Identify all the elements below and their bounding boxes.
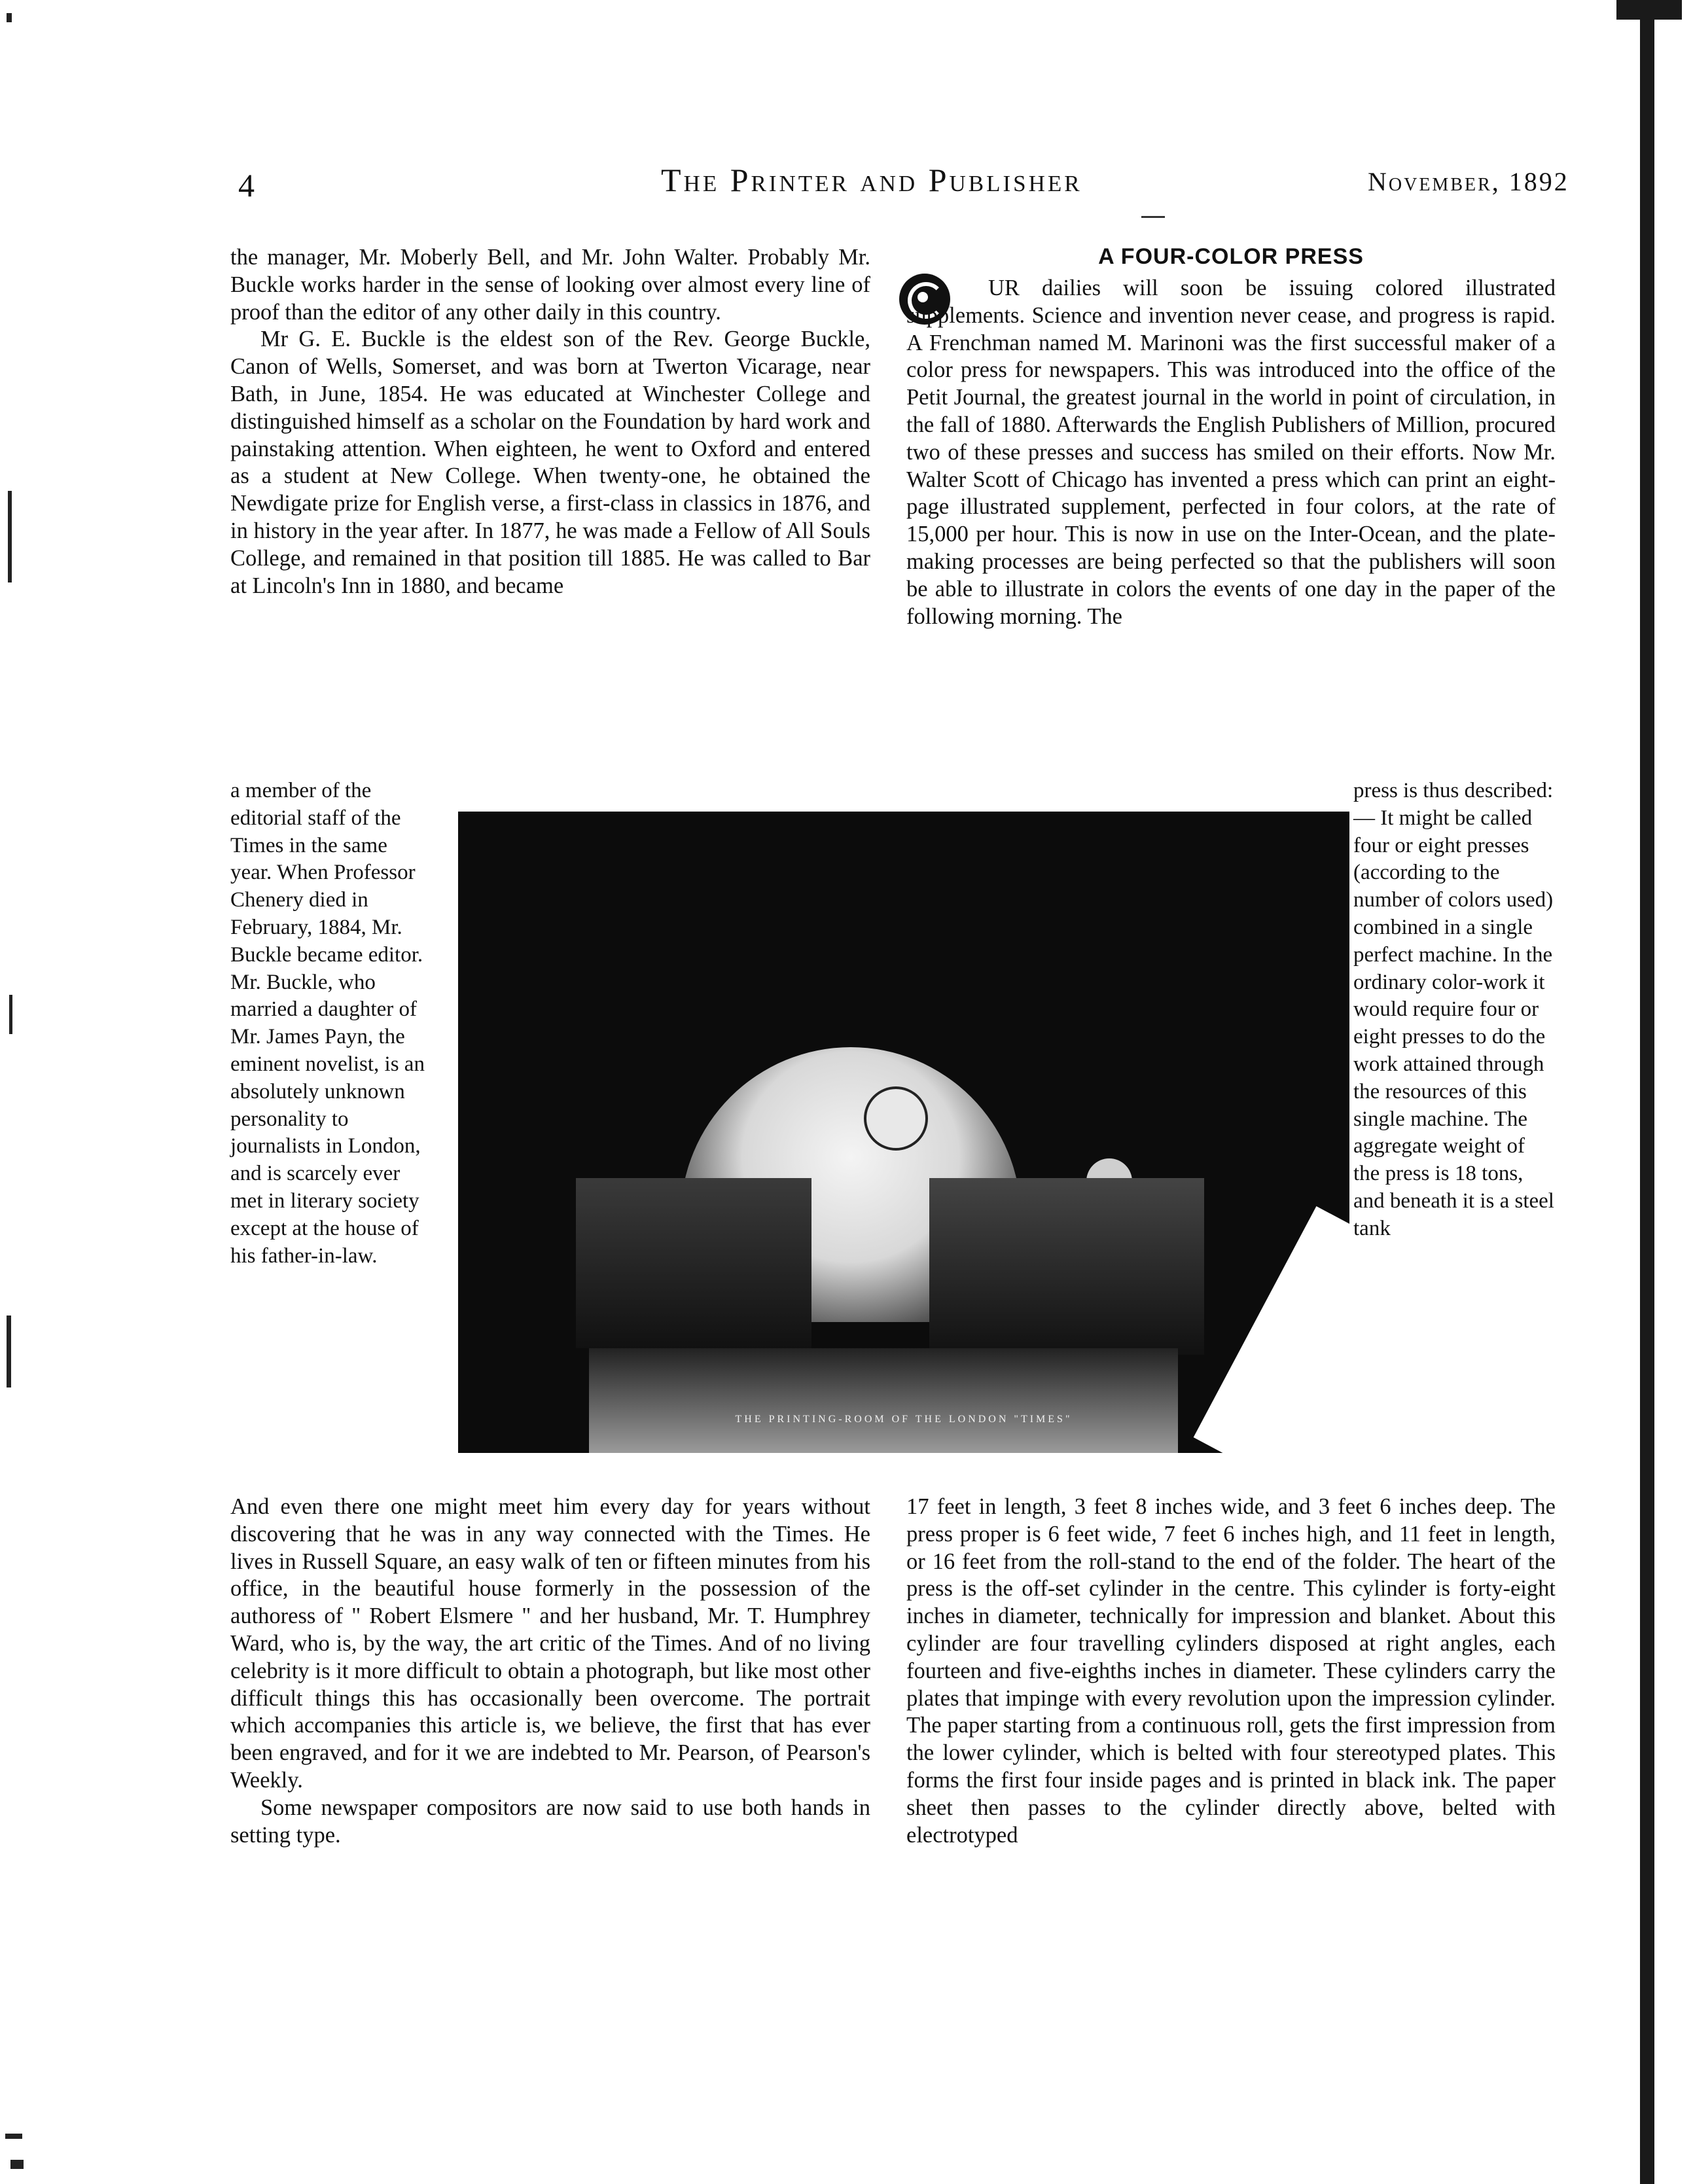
paragraph: Some newspaper compositors are now said to use both hands in setting type. <box>230 1795 870 1848</box>
paragraph: 17 feet in length, 3 feet 8 inches wide, and 3 feet 6 inches deep. The press proper is 6 feet wide, 7 feet 6 inches high, and 11 feet in length, or 16 feet from the roll-stand to the end of the folder. The heart of the press is the off-set cylinder in the centre. This cylinder is forty-eight inches in diameter, technically for impression and blanket. About this cylinder are four travelling cylinders disposed at right angles, each fourteen and five-eighths inches in diameter. These cylinders carry the plates that impinge with every revolution upon the impression cylinder. The paper starting from a continuous roll, gets the first impression from the lower cylinder, which is belted with four stereotyped plates. This forms the first four inside pages and is printed in black ink. The paper sheet then passes to the cylinder directly above, belted with electrotyped <box>906 1494 1556 1848</box>
paragraph: a member of the editorial staff of the Times in the same year. When Professor Chenery died in February, 1884, Mr. Buckle became editor. Mr. Buckle, who married a daughter of Mr. James Payn, the eminent novelist, is an absolutely unknown personality to journalists in London, and is scarcely ever met in literary society except at the house of his father-in-law. <box>230 779 425 1268</box>
header-rule <box>1141 216 1165 218</box>
press-room-floor <box>589 1348 1178 1453</box>
paragraph: press is thus described:— It might be called four or eight presses (according to the number of colors used) combined in a single perfect machine. In the ordinary color-work it would require four or eight presses to do the work attained through the resources of this single machine. The aggregate weight of the press is 18 tons, and beneath it is a steel tank <box>1353 779 1554 1240</box>
right-column-wrap <box>1353 778 1556 1243</box>
printing-room-photo <box>458 812 1349 1453</box>
article-headline: A FOUR-COLOR PRESS <box>1098 244 1364 269</box>
page-number: 4 <box>238 167 255 204</box>
figure-caption: THE PRINTING-ROOM OF THE LONDON "TIMES" <box>735 1414 1073 1425</box>
scan-mark <box>7 1316 11 1387</box>
scan-mark <box>10 2160 24 2169</box>
scan-mark <box>7 13 12 22</box>
publication-title: The Printer and Publisher <box>661 162 1082 198</box>
scan-edge-right <box>1640 0 1654 2184</box>
scan-mark <box>5 2134 22 2139</box>
printing-press-right <box>929 1178 1204 1355</box>
left-column-top <box>230 244 870 600</box>
right-column-bottom <box>906 1494 1556 1849</box>
right-column-top <box>906 275 1556 630</box>
paragraph: Mr G. E. Buckle is the eldest son of the Rev. George Buckle, Canon of Wells, Somerset, and was born at Twerton Vicarage, near Bath, in June, 1854. He was educated at Winchester College and distinguished himself as a scholar on the Foundation by hard work and painstaking attention. When eighteen, he went to Oxford and entered as a student at New College. When twenty-one, he obtained the Newdigate prize for English verse, a first-class in classics in 1876, and in history in the year after. In 1877, he was made a Fellow of All Souls College, and remained in that position till 1885. He was called to Bar at Lincoln's Inn in 1880, and became <box>230 327 870 598</box>
printing-room-illustration <box>458 812 1349 1473</box>
scan-mark <box>9 995 12 1034</box>
printing-press-left <box>576 1178 811 1348</box>
paragraph: UR dailies will soon be issuing colored illustrated supplements. Science and invention never cease, and progress is rapid. A Frenchman named M. Marinoni was the first successful maker of a color press for newspapers. This was introduced into the office of the Petit Journal, the greatest journal in the world in point of circulation, in the fall of 1880. Afterwards the English Publishers of Million, procured two of these presses and success has smiled on their efforts. Now Mr. Walter Scott of Chicago has invented a press which can print an eight-page illustrated supplement, perfected in four colors, at the rate of 15,000 per hour. This is now in use on the Inter-Ocean, and the plate-making processes are being perfected so that the publishers will soon be able to illustrate in colors the events of one day in the paper of the following morning. The <box>906 276 1556 629</box>
paragraph: the manager, Mr. Moberly Bell, and Mr. John Walter. Probably Mr. Buckle works harder in the sense of looking over almost every line of proof than the editor of any other daily in this country. <box>230 245 870 325</box>
paragraph: And even there one might meet him every day for years without discovering that he was in any way connected with the Times. He lives in Russell Square, an easy walk of ten or fifteen minutes from his office, in the beautiful house formerly in the possession of the authoress of " Robert Elsmere " and her husband, Mr. T. Humphrey Ward, who is, by the way, the art critic of the Times. And of no living celebrity is it more difficult to obtain a photograph, but like most other difficult things this has occasionally been overcome. The portrait which accompanies this article is, we believe, the first that has ever been engraved, and for it we are indebted to Mr. Pearson, of Pearson's Weekly. <box>230 1494 870 1793</box>
issue-date: November, 1892 <box>1368 167 1569 196</box>
wall-clock <box>864 1086 928 1151</box>
left-column-bottom <box>230 1494 870 1849</box>
scan-mark <box>8 491 12 582</box>
left-column-wrap <box>230 778 427 1270</box>
